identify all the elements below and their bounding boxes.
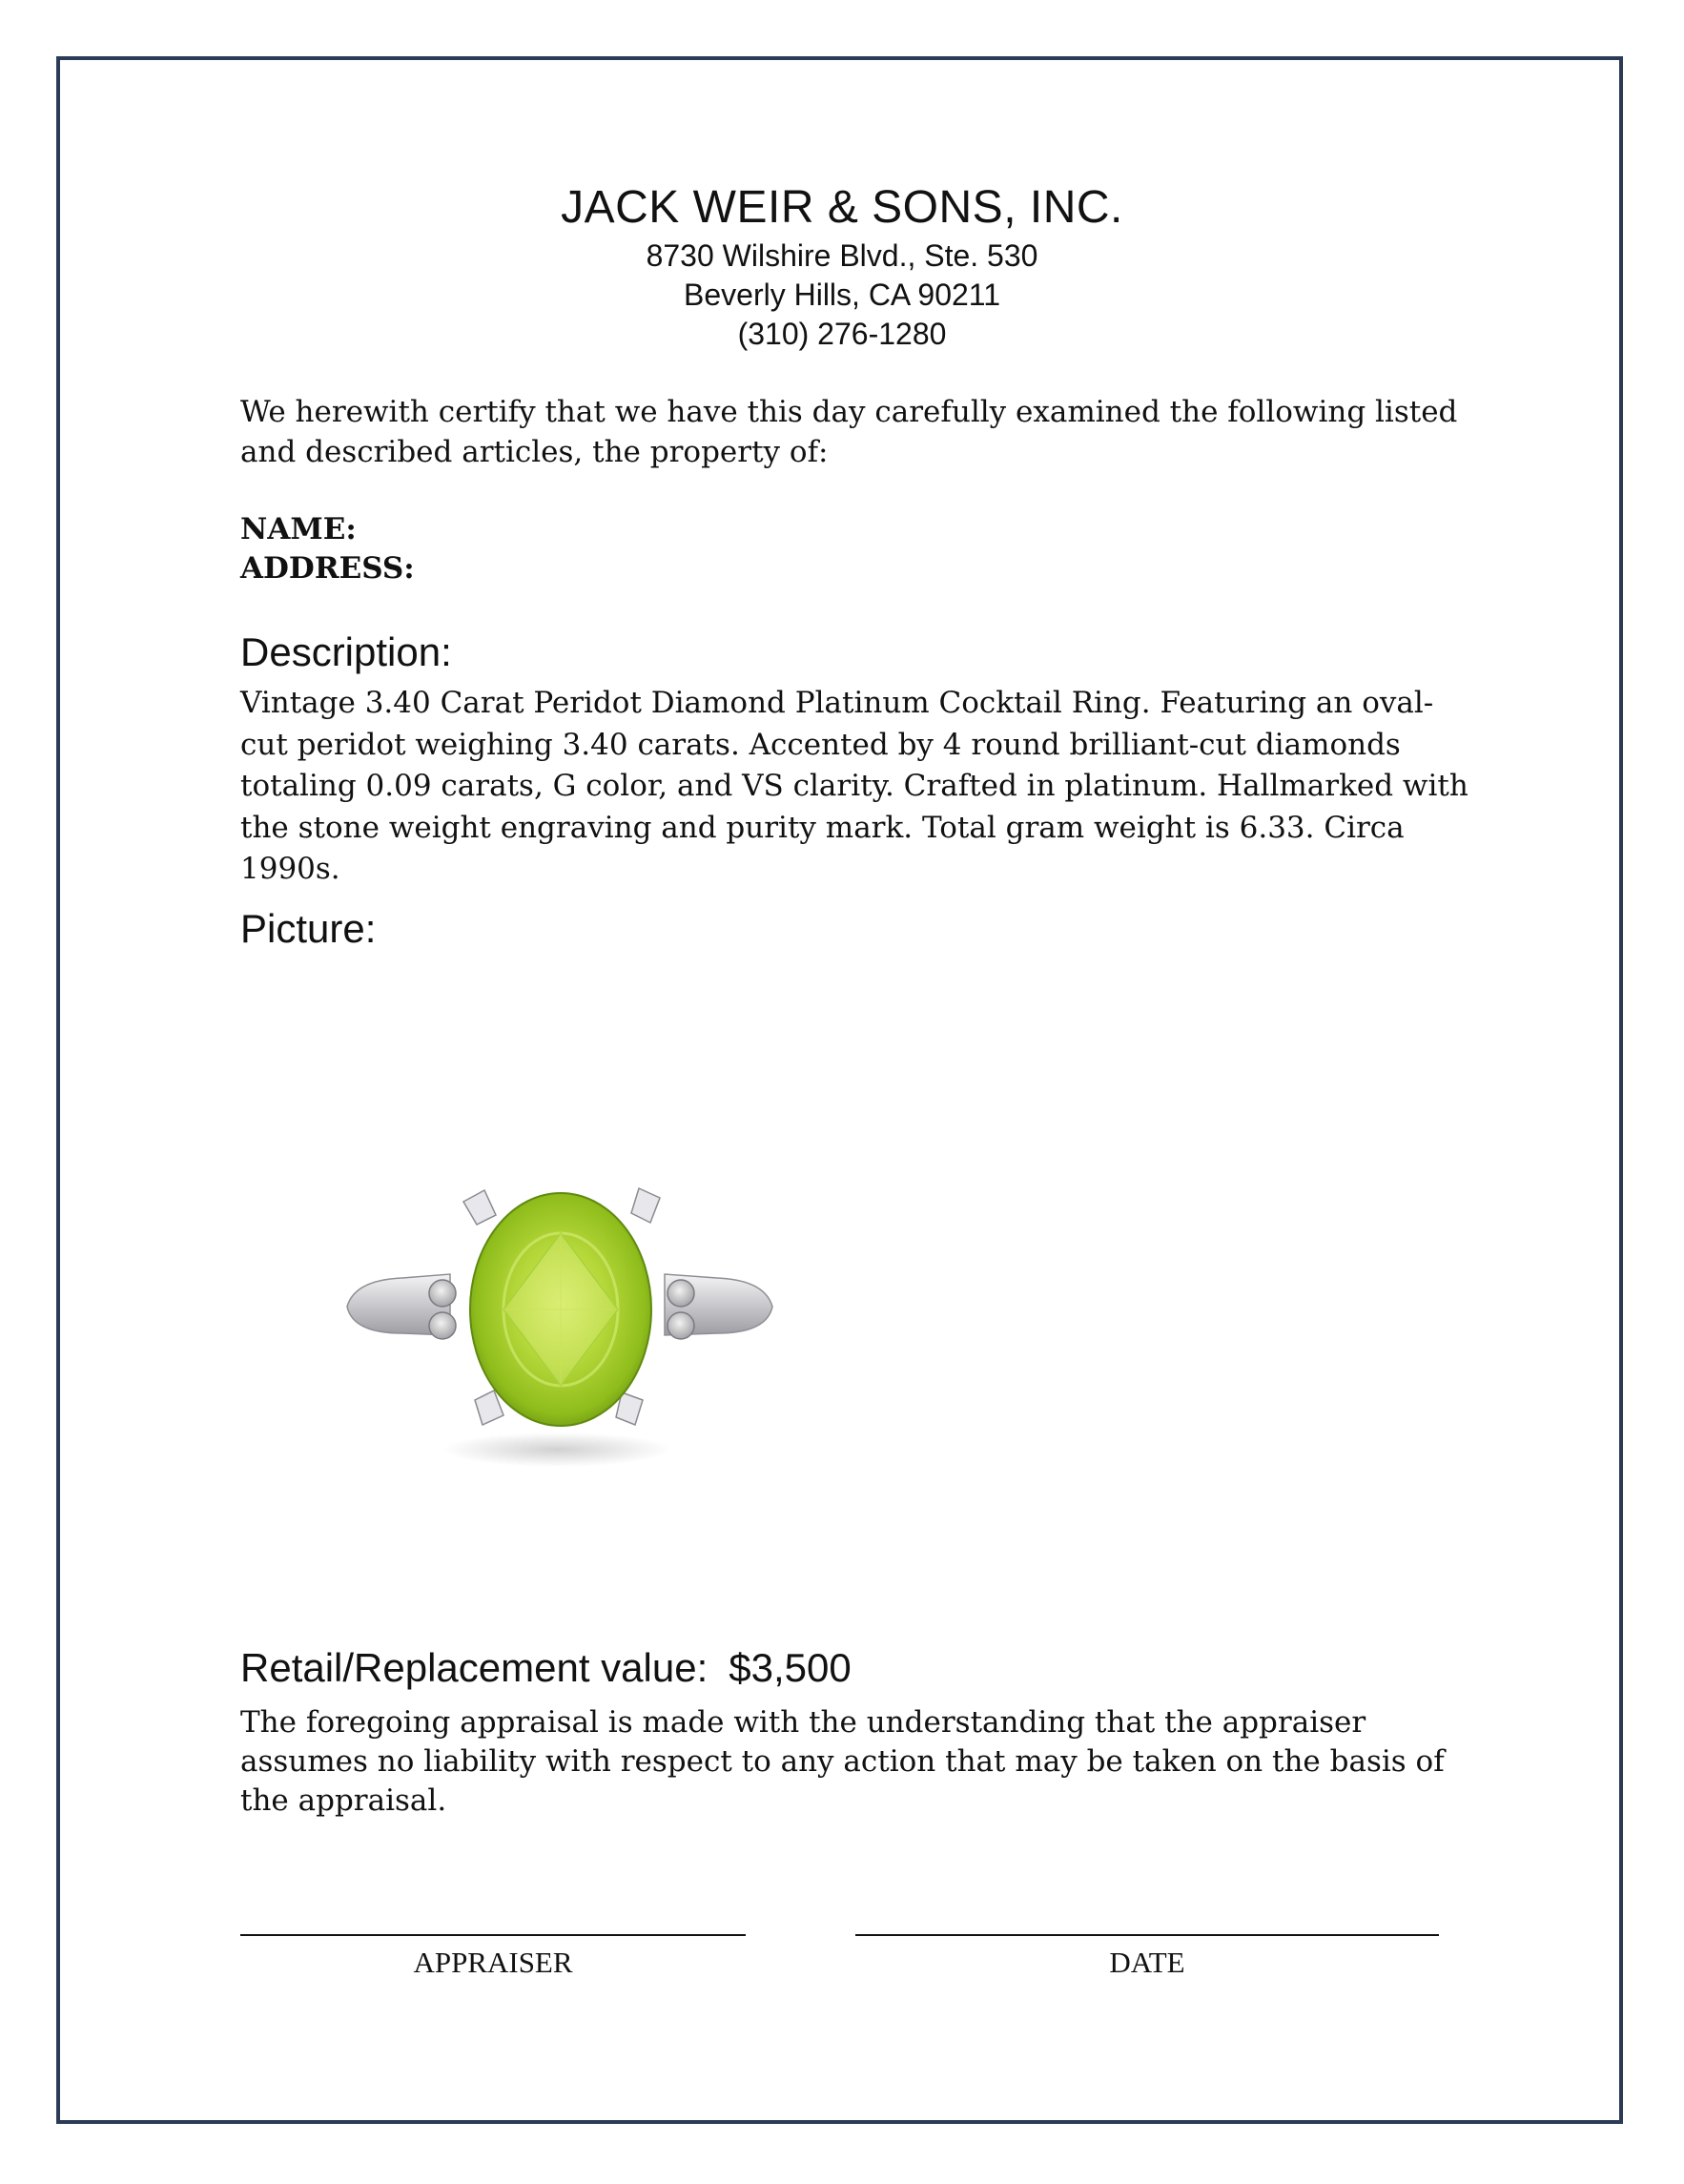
company-phone: (310) 276-1280: [737, 317, 947, 351]
certification-intro: We herewith certify that we have this day carefully examined the following listed and described articles, the property of:: [240, 395, 1458, 469]
company-address-line2: Beverly Hills, CA 90211: [684, 278, 1000, 312]
appraisal-disclaimer: The foregoing appraisal is made with the understanding that the appraiser assumes no liability with respect to any action that may be taken on the basis of the appraisal.: [240, 1705, 1445, 1818]
company-name: JACK WEIR & SONS, INC.: [561, 182, 1123, 233]
date-signature-line: [855, 1934, 1439, 1936]
diamond-accent: [667, 1312, 694, 1339]
owner-address-label: ADDRESS:: [240, 551, 415, 586]
ring-picture: [336, 1173, 784, 1478]
retail-value-amount: $3,500: [729, 1645, 852, 1690]
appraiser-signature-line: [240, 1934, 746, 1936]
ring-shadow: [442, 1432, 671, 1467]
picture-title: Picture:: [240, 906, 377, 951]
retail-value-label: Retail/Replacement value:: [240, 1645, 709, 1690]
diamond-accent: [429, 1312, 456, 1339]
description-text: Vintage 3.40 Carat Peridot Diamond Platinum Cocktail Ring. Featuring an oval-cut peridot weighing 3.40 carats. Accented by 4 round brilliant-cut diamonds totaling 0.09 carats, G color, and VS clarity. Crafted in platinum. Hallmarked with the stone weight engraving and purity mark. Total gram weight is 6.33. Circa 1990s.: [240, 686, 1468, 886]
date-label: DATE: [1109, 1946, 1185, 1979]
diamond-accent: [429, 1280, 456, 1307]
company-address-line1: 8730 Wilshire Blvd., Ste. 530: [646, 238, 1038, 273]
diamond-accent: [667, 1280, 694, 1307]
prong: [463, 1190, 496, 1225]
peridot-ring-image: [336, 1173, 784, 1478]
prong: [631, 1188, 660, 1223]
owner-name-label: NAME:: [240, 512, 357, 546]
description-title: Description:: [240, 629, 452, 674]
retail-value-row: [240, 1645, 852, 1691]
appraiser-label: APPRAISER: [413, 1946, 573, 1979]
